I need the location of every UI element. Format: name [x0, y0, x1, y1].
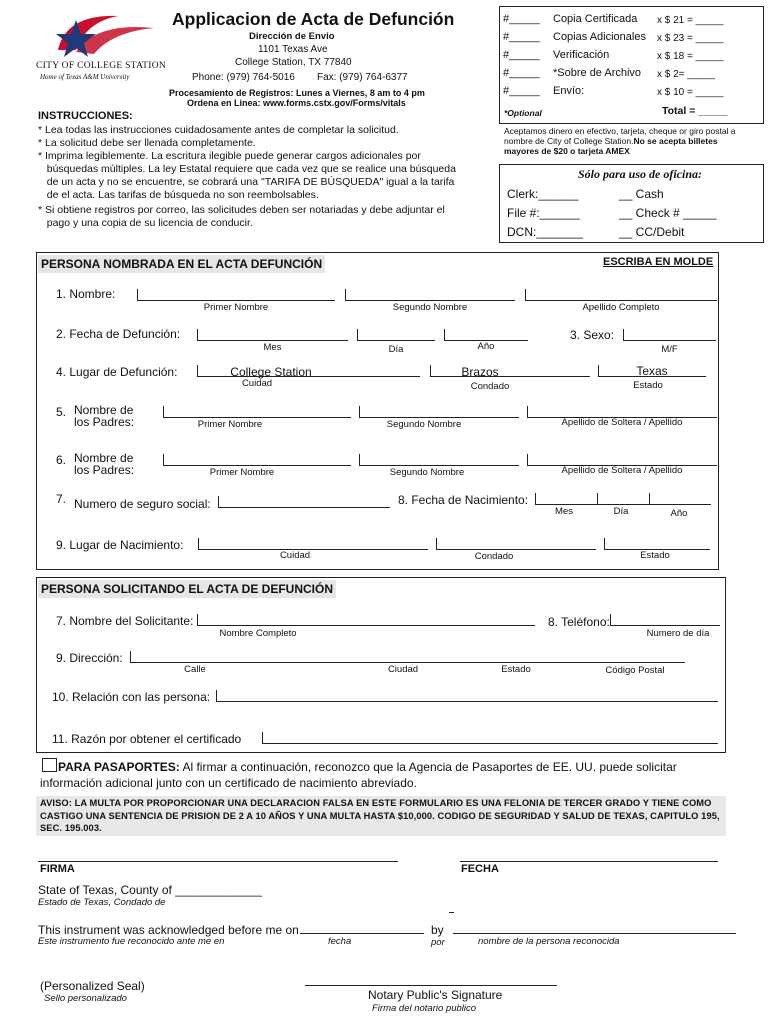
sub-label: Mes — [263, 342, 282, 353]
birth-year-field[interactable] — [649, 493, 711, 505]
payment-note — [504, 126, 754, 156]
relation-field[interactable] — [216, 690, 718, 702]
sub-label: Segundo Nombre — [389, 467, 465, 478]
dash-mark — [449, 912, 454, 913]
phone: Phone: (979) 764-5016 — [192, 72, 295, 83]
section1-header: PERSONA NOMBRADA EN EL ACTA DEFUNCIÓN — [38, 255, 325, 273]
fee-quantity-field[interactable]: #_____ — [503, 49, 540, 61]
q6-label-b: los Padres: — [74, 463, 135, 477]
reason-field[interactable] — [262, 732, 718, 744]
birth-day-field[interactable] — [597, 493, 649, 505]
sub-label: Numero de día — [646, 628, 710, 639]
by-text: by — [431, 923, 444, 937]
notary-es: Firma del notario publico — [372, 1003, 477, 1014]
q5-number: 5. — [56, 405, 67, 419]
file-field[interactable]: File #:______ — [507, 206, 580, 220]
print-clearly-note: ESCRIBA EN MOLDE — [603, 256, 714, 268]
sex-field[interactable] — [623, 329, 716, 341]
date-line[interactable] — [460, 861, 718, 862]
cc-option[interactable]: __ CC/Debit — [619, 225, 685, 239]
q4-label: 4. Lugar de Defunción: — [56, 365, 178, 379]
address-line2: College Station, TX 77840 — [235, 57, 352, 68]
by-name-line[interactable] — [453, 933, 736, 934]
sub-label: Primer Nombre — [203, 302, 269, 313]
instructions-title: INSTRUCCIONES: — [38, 110, 133, 122]
check-option[interactable]: __ Check # _____ — [619, 206, 717, 220]
warning-text: AVISO: LA MULTA POR PROPORCIONAR UNA DECLARACION FALSA EN ESTE FORMULARIO ES UNA FELONIA DE TERCER GRADO Y TIENE COMO CASTIGO UNA SENTENCIA DE PRISION DE 2 A 10 AÑOS Y UNA MULTA HASTA $10,000. CODIGO DE SEGURIDAD Y SALUD DE TEXAS, CAPITULO 195, SEC. 195.003. — [40, 798, 720, 833]
sub-label: Condado — [474, 551, 514, 562]
logo-text: CITY OF COLLEGE STATION — [36, 61, 167, 71]
instruction-line: pago y una copia de su licencia de conducir. — [38, 217, 253, 229]
signature-line[interactable] — [38, 861, 398, 862]
sub-label: Segundo Nombre — [386, 419, 462, 430]
ack-date-line[interactable] — [300, 933, 424, 934]
fee-amount[interactable]: x $ 21 = _____ — [657, 15, 724, 26]
birth-city-field[interactable] — [198, 538, 428, 550]
sub-label: Condado — [470, 381, 510, 392]
clerk-field[interactable]: Clerk:______ — [507, 187, 579, 201]
fee-item-label: Copias Adicionales — [553, 31, 646, 43]
sub-label: Apellido de Soltera / Apellido — [561, 417, 683, 428]
q3-label: 3. Sexo: — [570, 328, 615, 342]
ssn-field[interactable] — [218, 496, 390, 508]
passport-bold: PARA PASAPORTES: — [58, 760, 180, 774]
notary-line[interactable] — [305, 985, 557, 986]
phone-field[interactable] — [610, 614, 720, 626]
death-month-field[interactable] — [197, 329, 348, 341]
sub-label: Nombre Completo — [219, 628, 297, 639]
sub-label: Estado — [633, 380, 663, 391]
applicant-label: 7. Nombre del Solicitante: — [56, 614, 194, 628]
sub-label: Día — [388, 344, 404, 355]
fee-quantity-field[interactable]: #_____ — [503, 31, 540, 43]
fee-amount[interactable]: x $ 10 = _____ — [657, 87, 724, 98]
name-sub: nombre de la persona reconocida — [478, 936, 620, 947]
birth-month-field[interactable] — [535, 493, 597, 505]
address-line1: 1101 Texas Ave — [258, 44, 328, 55]
death-day-field[interactable] — [357, 329, 435, 341]
address-label: Dirección de Envio — [249, 31, 335, 42]
sub-label: Estado — [501, 664, 531, 675]
q1-label: 1. Nombre: — [56, 287, 116, 301]
fax: Fax: (979) 764-6377 — [317, 72, 408, 83]
instruction-line: * Si obtiene registros por correo, las solicitudes deben ser notariadas y debe adjuntar el — [38, 204, 445, 216]
reason-label: 11. Razón por obtener el certificado — [52, 732, 242, 746]
sub-label: Segundo Nombre — [392, 302, 468, 313]
instruction-line: * La solicitud debe ser llenada completamente. — [38, 137, 256, 149]
sub-label: Año — [670, 508, 688, 519]
last-name-field[interactable] — [525, 289, 717, 301]
death-county-value[interactable]: Brazos — [461, 365, 499, 379]
sub-label: Cuidad — [279, 550, 311, 561]
sub-label: Primer Nombre — [197, 419, 263, 430]
instruction-line: de un acta y no se encuentre, se cobrará una "TARIFA DE BÚSQUEDA" igual a la tarifa — [38, 176, 455, 188]
instructions-list — [38, 124, 498, 230]
birth-state-field[interactable] — [604, 538, 710, 550]
sub-label: Día — [613, 506, 629, 517]
middle-name-field[interactable] — [345, 289, 515, 301]
death-city-value[interactable]: College Station — [230, 365, 312, 379]
passport-statement — [40, 759, 730, 791]
passport-text: Al firmar a continuación, reconozco que la Agencia de Pasaportes de EE. UU. puede solicitar — [179, 760, 677, 774]
county-es: Estado de Texas, Condado de — [38, 897, 166, 908]
q5-label-a: Nombre de — [74, 403, 134, 417]
q7-label: Numero de seguro social: — [74, 497, 211, 511]
ack-text: This instrument was acknowledged before me on — [38, 923, 299, 937]
date-label: FECHA — [461, 863, 499, 875]
fee-item-label: Copia Certificada — [553, 13, 638, 25]
fee-item-label: Verificación — [553, 49, 610, 61]
sub-label: Código Postal — [605, 665, 665, 676]
address-field[interactable] — [130, 651, 685, 663]
instruction-line: búsquedas múltiples. La ley Estatal requiere que cada vez que se realice una búsqueda — [38, 163, 456, 175]
q8-label: 8. Fecha de Nacimiento: — [398, 493, 529, 507]
q6-number: 6. — [56, 453, 67, 467]
instruction-line: * Imprima legiblemente. La escritura ilegible puede generar cargos adicionales por — [38, 150, 421, 162]
instruction-line: * Lea todas las instrucciones cuidadosamente antes de completar la solicitud. — [38, 124, 399, 136]
total-line: Total = _____ — [662, 105, 728, 117]
death-year-field[interactable] — [444, 329, 528, 341]
ack-es: Este instrumento fue reconocido ante me en — [38, 936, 225, 947]
fee-item-label: Envío: — [553, 85, 585, 97]
q7-number: 7. — [56, 492, 67, 506]
sub-label: M/F — [661, 344, 678, 355]
parent2-first-field[interactable] — [163, 454, 351, 466]
optional-note: *Optional — [504, 108, 542, 118]
fee-item-label: *Sobre de Archivo — [553, 67, 642, 79]
sub-label: Apellido Completo — [582, 302, 660, 313]
county-line[interactable]: State of Texas, County of _____________ — [38, 883, 262, 897]
address-label-field: 9. Dirección: — [56, 651, 123, 665]
instruction-line: de el acta. Las tarifas de búsqueda no son reembolsables. — [38, 189, 319, 201]
payment-note-text: Aceptamos dinero en efectivo, tarjeta, cheque or giro postal a nombre de City of College Station. — [504, 126, 736, 146]
fee-amount[interactable]: x $ 23 = _____ — [657, 33, 724, 44]
parent1-middle-field[interactable] — [359, 406, 519, 418]
sub-label: Ciudad — [387, 664, 419, 675]
sub-label: Apellido de Soltera / Apellido — [561, 465, 683, 476]
office-title: Sólo para uso de oficina: — [578, 167, 703, 181]
q5-label-b: los Padres: — [74, 415, 135, 429]
q9-label: 9. Lugar de Nacimiento: — [56, 538, 184, 552]
sub-label: Mes — [555, 506, 573, 517]
sub-label: Cuidad — [241, 378, 273, 389]
fee-amount[interactable]: x $ 2= _____ — [657, 69, 716, 80]
parent1-first-field[interactable] — [163, 406, 351, 418]
sub-label: Primer Nombre — [209, 467, 275, 478]
phone-label: 8. Teléfono: — [548, 615, 610, 629]
fee-quantity-field[interactable]: #_____ — [503, 85, 540, 97]
online-order: Ordena en Linea: www.forms.cstx.gov/Forms/vitals — [187, 98, 406, 108]
fee-amount[interactable]: x $ 18 = _____ — [657, 51, 724, 62]
passport-text2: información adicional junto con un certificado de nacimiento abreviado. — [40, 776, 417, 790]
cash-option[interactable]: __ Cash — [619, 187, 664, 201]
seal-label: (Personalized Seal) — [40, 979, 145, 993]
seal-es: Sello personalizado — [44, 993, 127, 1004]
fee-quantity-field[interactable]: #_____ — [503, 13, 540, 25]
star-swoosh-icon — [36, 10, 160, 62]
signature-label: FIRMA — [40, 863, 75, 875]
parent2-middle-field[interactable] — [359, 454, 519, 466]
relation-label: 10. Relación con las persona: — [52, 690, 211, 704]
notary-label: Notary Public's Signature — [368, 988, 503, 1002]
city-logo — [36, 10, 167, 82]
sub-label: Estado — [640, 550, 670, 561]
sub-label: Año — [477, 341, 495, 352]
q6-label-a: Nombre de — [74, 451, 134, 465]
processing-hours: Procesamiento de Registros: Lunes a Viernes, 8 am to 4 pm — [169, 88, 425, 98]
form-title: Applicacion de Acta de Defunción — [172, 9, 455, 29]
dcn-field[interactable]: DCN:_______ — [507, 225, 584, 239]
fee-quantity-field[interactable]: #_____ — [503, 67, 540, 79]
q2-label: 2. Fecha de Defunción: — [56, 327, 181, 341]
fecha-sub: fecha — [328, 936, 352, 947]
death-state-value[interactable]: Texas — [636, 364, 668, 378]
birth-county-field[interactable] — [436, 538, 596, 550]
logo-tagline: Home of Texas A&M University — [40, 73, 130, 81]
por-sub: por — [431, 937, 445, 948]
sub-label: Calle — [184, 664, 206, 675]
payment-note-bold: No se acepta billetes mayores de $20 o tarjeta AMEX — [504, 136, 718, 156]
first-name-field[interactable] — [137, 289, 335, 301]
section2-header: PERSONA SOLICITANDO EL ACTA DE DEFUNCIÓN — [38, 580, 336, 598]
applicant-name-field[interactable] — [197, 614, 535, 626]
